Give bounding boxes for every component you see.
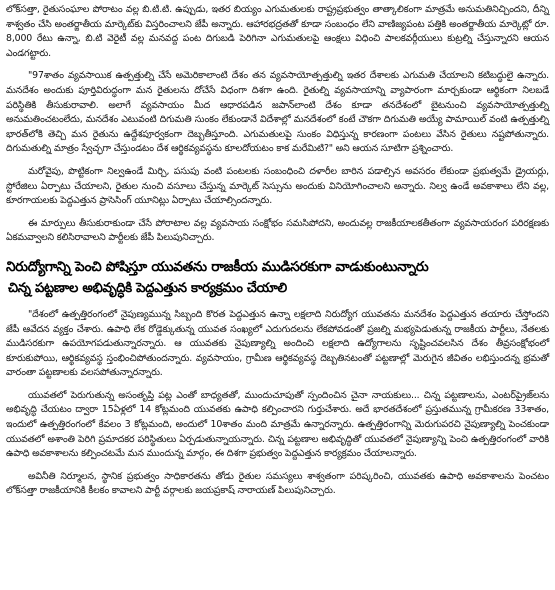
article-body-bottom	[6, 308, 549, 499]
paragraph-3: మరోవైపు, పొట్టికంగా నిల్వఉండే మిర్చి, పసుపు వంటి పంటలకు సంబంధించి దళారీల బారిన పడాల్సిన అవసరం లేకుండా ప్రభుత్వమే డ్రైయర్లు, స్టోరేజిలు ఏర్పాటు చేయాలని, రైతుల నుంచి వసూలు చేస్తున్న మార్కెట్ సెస్సును అందుకు వినియోగించాలని అన్నారు. నిల్వ ఉండే అవకాశాలు లేని వల్ల, కూరగాయలకు పెద్దఎత్తున ప్రాసెసింగ్ యూనిట్లు ఏర్పాటు చేయాల్సిందన్నారు.	[6, 165, 549, 207]
section-heading	[6, 257, 549, 299]
section-headline: నిరుద్యోగాన్ని పెంచి పోషిస్తూ యువతను రాజకీయ ముడిసరకుగా వాడుకుంటున్నారు	[6, 258, 429, 275]
paragraph-2: "97శాతం వ్యవసాయిక ఉత్పత్తుల్ని చేసే అమెరికాలాంటి దేశం తన వ్యవసాయోత్పత్తుల్ని ఇతర దేశాలకు ఎగుమతి చేయాలని కటిబద్ధులై ఉన్నారు. మనదేశం అందుకు పూర్తివిరుద్ధంగా మన రైతులను దోచేసే విధంగా దిశగా ఉంది. రైతుల్ని వ్యవసాయాన్ని వ్యాపారంగా మార్చకుండా ఆర్థికంగా నిలబడే పరిస్థితికి తీసుకురావాలి. అలాగే వ్యవసాయం మీద ఆధారపడిన జపాన్‌లాంటి దేశం కూడా తనదేశంలో బైటనుంచి వ్యవసాయోత్పత్తుల్ని అనుమతించటంలేదు, మనదేశం ఎటువంటి దిగుమతి సుంకం లేకుండానే విదేశాల్లో మనదేశంలో కంటే చౌకగా దిగుమతి అయ్యే పామాయిల్ వంటి ఉత్పత్తుల్ని భారత్‌లోకి తెచ్చి మన రైతును ఉద్దేశపూర్వకంగా దెబ్బతీస్తూంది. ఎగుమతులపై సుంకం విధిస్తున్న కారణంగా పంటలు వేసిన రైతులు నష్టపోతున్నారు. దిగుమతుల్ని మాత్రం స్వేచ్ఛగా చేస్తుండటం దేశ ఆర్థికవ్యవస్థను కూలదోయటం కాక మరేమిటి?" అని ఆయన సూటిగా ప్రశ్నించారు.	[6, 70, 549, 155]
paragraph-4: ఈ మార్పులు తీసుకురాకుండా చేసే పోరాటాల వల్ల వ్యవసాయ సంక్షోభం సమసిపోదని, అందువల్ల రాజకీయాలకతీతంగా వ్యవసాయరంగ పరిరక్షణకు ఏకమవ్వాలని కలిసిరావాలని పార్టీలకు జేపీ పిలుపునిచ్చారు.	[6, 217, 549, 244]
paragraph-7: అవినీతి నిర్మూలన, స్థానిక ప్రభుత్వం సాధికారతను తోడు రైతుల సమస్యలు శాశ్వతంగా పరిష్కరించి, యువతకు ఉపాధి అవకాశాలను పెంచటం లోక్‌సత్తా రాజకీయానికి కీలకం కావాలని పార్టీ వర్గాలకు జయప్రకాష్ నారాయణ్ పిలుపునిచ్చారు.	[6, 470, 549, 497]
paragraph-1: లోక్‌సత్తా, రైతుసంఘాల పోరాటం వల్ల బి.టి.టి. ఉప్పుడు, ఇతర బియ్యం ఎగుమతులకు రాష్ట్రప్రభుత్వం తాత్కాలికంగా మాత్రమే అనుమతినిచ్చిందని, దీన్ని శాశ్వతం చేసి అంతర్జాతీయ మార్కెట్‌కు విస్తరించాలని జేపీ అన్నారు. ఆహారభద్రతతో కూడా సంబంధం లేని వాణిజ్యపంట పత్తికి అంతర్జాతీయ మార్కెట్లో రూ. 8,000 రేటు ఉన్నా, బి.టి వెరైటీ వల్ల మనవద్ద పంట దిగుబడి పెరిగినా ఎగుమతులపై ఆంక్షలు విధించి పాలకవర్గీయులు కుట్రల్ని చేస్తున్నారని ఆయన ఎండగట్టారు.	[6, 4, 549, 59]
paragraph-6: యువతలో పెరుగుతున్న అసంతృప్తి పట్ల ఎంతో బాధ్యతతో, ముందుచూపుతో స్పందించిన చైనా నాయకులు... చిన్న పట్టణాలను, ఎంటర్‌ప్రైజ్‌లను అభివృద్ధి చేయటం ద్వారా 15ఏళ్లలో 14 కోట్లమంది యువతకు ఉపాధి కల్పించారని గుర్తుచేశారు. అదే భారతదేశంలో ప్రస్తుతమున్న గ్రామీకరణ 33శాతం, ఇందులో ఉత్పత్తిరంగంలో కేవలం 3 కోట్లమంది, అందులో 10శాతం మంది మాత్రమే ఉన్నారన్నారు. ఉత్పత్తిరంగాన్ని మెరుగుపరచి నైపుణ్యాల్ని పెంచకుండా యువతలో అశాంతి పెరిగి ప్రమాదకర పరిస్థితులు ఏర్పడుతున్నాయన్నారు. చిన్న పట్టణాల అభివృద్ధితో యువతలో నైపుణ్యాన్ని పెంచి ఉత్పత్తిరంగంలో వారికి ఉపాధి అవకాశాలను కల్పించటమే మన ముందున్న మార్గం, ఈ దిశగా ప్రభుత్వం పెద్దఎత్తున కార్యక్రమం చేయాలన్నారు.	[6, 389, 549, 460]
article-body-top	[6, 3, 549, 246]
paragraph-5: "దేశంలో ఉత్పత్తిరంగంలో నైపుణ్యమున్న సిబ్బంది కొరత పెద్దఎత్తున ఉన్నా లక్షలాది నిరుద్యోగ యువతను మనదేశం పెద్దఎత్తున తయారు చేస్తోందని జేపీ ఆవేదన వ్యక్తం చేశారు. ఉపాధి లేక రోడ్డెక్కుతున్న యువత సంఖ్యలో ఎదుగుదలను లేకపోవడంతో ప్రజల్ని మభ్యపెడుతున్న రాజకీయ పార్టీలు, నేతలకు ముడిసరకుగా ఉపయోగపడుతున్నారన్నారు. ఆ యువతకు నైపుణ్యాల్ని అందించి లక్షలాది ఉద్యోగాలను సృష్టించవలసిన దేశం తీవ్రసంక్షోభంలో కూరుకుపోయి, ఆర్థికవ్యవస్థ స్తంభించిపోతుందన్నారు. వ్యవసాయం, గ్రామీణ ఆర్థికవ్యవస్థ దెబ్బతినటంతో పట్టణాల్లో మెరుగైన జీవితం లభిస్తుందన్న భ్రమతో వారంతా పట్టణాలకు వలసపోతున్నారన్నారు.	[6, 308, 549, 379]
section-subheadline: చిన్న పట్టణాల అభివృద్ధికి పెద్దఎత్తున కార్యక్రమం చేయాలి	[8, 280, 287, 296]
